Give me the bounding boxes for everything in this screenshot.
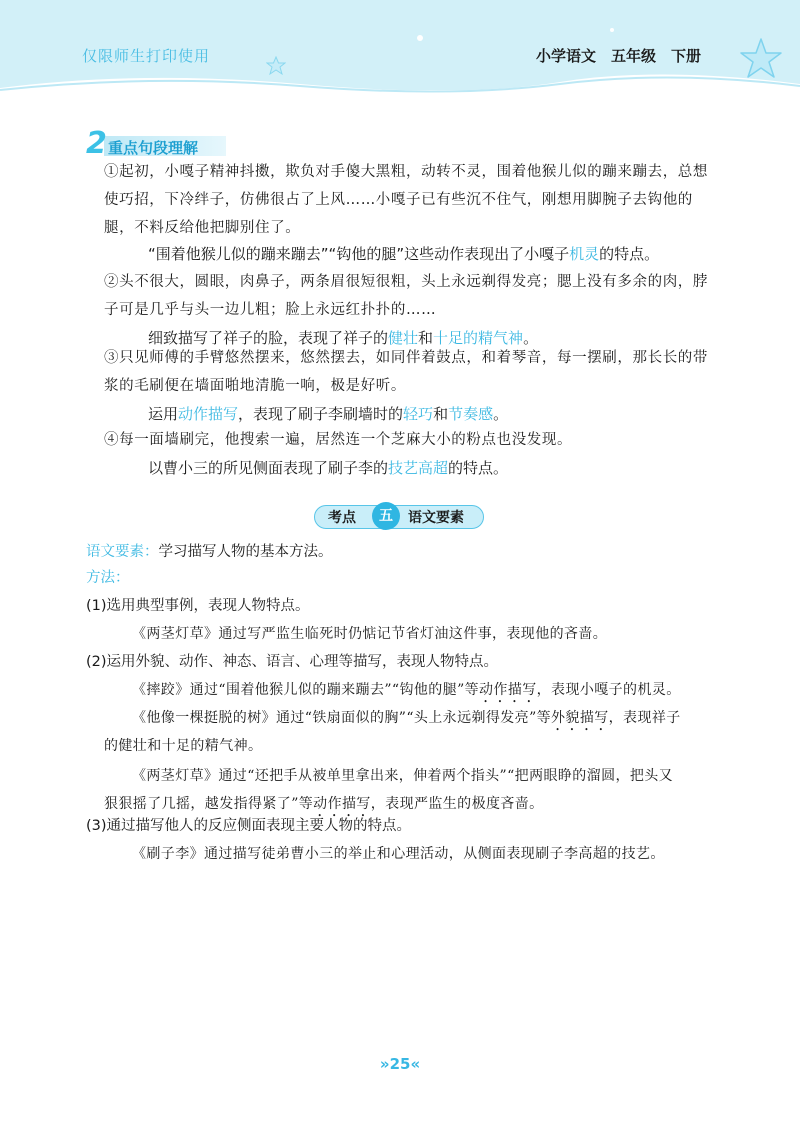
method-3: (3)通过描写他人的反应侧面表现主要人物的特点。 bbox=[86, 818, 412, 834]
passage-2: ②头不很大，圆眼，肉鼻子，两条眉很短很粗，头上永远剃得发亮；腮上没有多余的肉，脖子可是几乎与头一边儿粗；脸上永远红扑扑的…… bbox=[104, 274, 708, 318]
star-icon bbox=[738, 36, 784, 82]
method-1-example: 《两茎灯草》通过写严监生临死时仍惦记节省灯油这件事，表现他的吝啬。 bbox=[132, 626, 608, 642]
passage-4: ④每一面墙刷完，他搜索一遍，居然连一个芝麻大小的粉点也没发现。 bbox=[104, 432, 573, 448]
kaodian-badge bbox=[314, 505, 484, 529]
section-title: 重点句段理解 bbox=[108, 139, 199, 157]
method-3-example: 《刷子李》通过描写徒弟曹小三的举止和心理活动，从侧面表现刷子李高超的技艺。 bbox=[132, 846, 665, 862]
method-1: (1)选用典型事例，表现人物特点。 bbox=[86, 598, 310, 614]
passage-3: ③只见师傅的手臂悠然摆来，悠然摆去，如同伴着鼓点，和着琴音，每一摆刷，那长长的带浆的毛刷便在墙面啪地清脆一响，极是好听。 bbox=[104, 350, 708, 394]
method-2-example-2-cont: 的健壮和十足的精气神。 bbox=[104, 738, 263, 754]
method-2: (2)运用外貌、动作、神态、语言、心理等描写，表现人物特点。 bbox=[86, 654, 499, 670]
section-heading bbox=[86, 126, 228, 161]
header-book-info: 小学语文 五年级 下册 bbox=[536, 47, 702, 65]
yaosu-line: 语文要素：学习描写人物的基本方法。 bbox=[86, 544, 333, 560]
comment-3: 运用动作描写，表现了刷子李刷墙时的轻巧和节奏感。 bbox=[148, 405, 509, 423]
header-usage-note: 仅限师生打印使用 bbox=[82, 47, 211, 65]
method-2-example-1: 《摔跤》通过“围着他猴儿似的蹦来蹦去”“钩他的腿”等动作描写，表现小嘎子的机灵。 bbox=[132, 682, 681, 698]
method-2-example-2: 《他像一棵挺脱的树》通过“铁扇面似的胸”“头上永远剃得发亮”等外貌描写，表现祥子 bbox=[132, 710, 681, 726]
comment-1: “围着他猴儿似的蹦来蹦去”“钩他的腿”这些动作表现出了小嘎子机灵的特点。 bbox=[148, 245, 660, 263]
page-number: »25« bbox=[379, 1055, 421, 1073]
passage-1: ①起初，小嘎子精神抖擞，欺负对手傻大黑粗，动转不灵，围着他猴儿似的蹦来蹦去，总想使巧招，下冷绊子，仿佛很占了上风……小嘎子已有些沉不住气，刚想用脚腕子去钩他的腿，不料反给他把脚别住了。 bbox=[104, 164, 708, 236]
comment-2: 细致描写了祥子的脸，表现了祥子的健壮和十足的精气神。 bbox=[148, 329, 539, 347]
section-number: 2 bbox=[86, 126, 107, 161]
page-arrow-right-icon: « bbox=[410, 1055, 421, 1073]
method-label: 方法： bbox=[86, 570, 130, 586]
small-star-icon bbox=[266, 56, 286, 76]
page-arrow-left-icon: » bbox=[379, 1055, 390, 1073]
kaodian-label: 考点 bbox=[328, 510, 356, 526]
kaodian-title: 语文要素 bbox=[408, 510, 464, 526]
kaodian-number: 五 bbox=[372, 502, 400, 530]
method-2-example-3-cont: 狠狠摇了几摇，越发指得紧了”等动作描写，表现严监生的极度吝啬。 bbox=[104, 796, 544, 812]
comment-4: 以曹小三的所见侧面表现了刷子李的技艺高超的特点。 bbox=[148, 459, 509, 477]
method-2-example-3: 《两茎灯草》通过“还把手从被单里拿出来，伸着两个指头”“把两眼睁的溜圆，把头又 bbox=[132, 768, 674, 784]
